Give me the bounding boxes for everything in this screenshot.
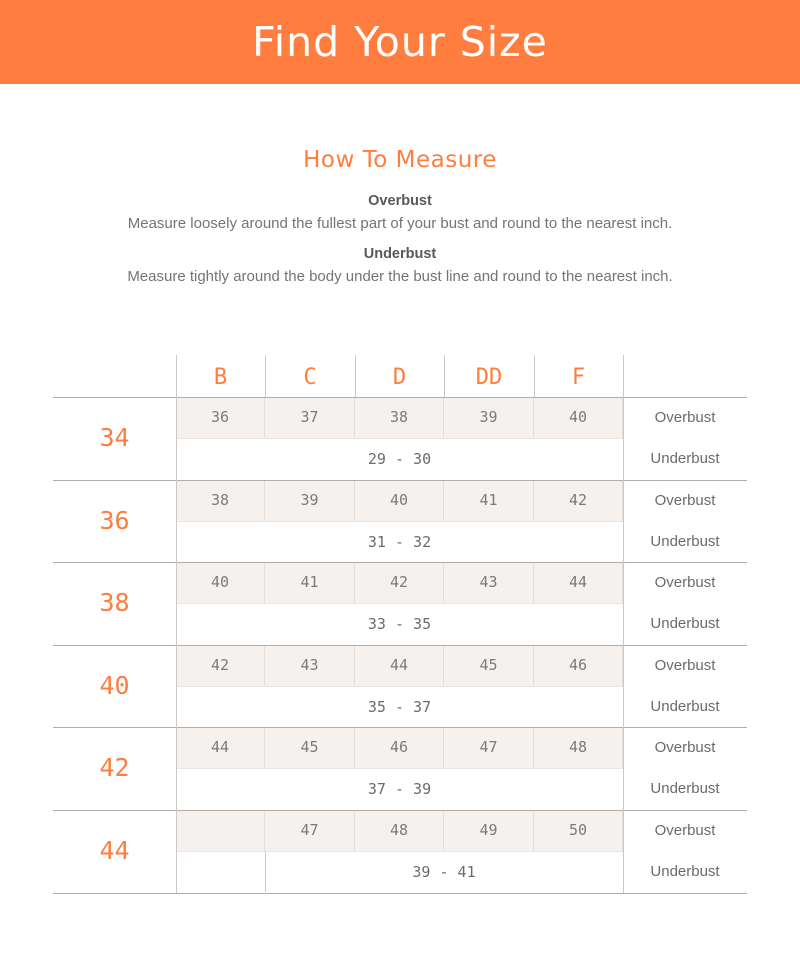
overbust-cell: 44 [355,646,444,686]
row-divider [176,686,623,687]
band-separator [53,727,747,728]
overbust-cell: 42 [534,481,623,521]
overbust-cell: 44 [176,728,265,768]
overbust-description: Measure loosely around the fullest part of your bust and round to the nearest inch. [127,215,673,232]
header-banner [0,0,800,84]
how-to-measure-section [0,140,800,287]
underbust-range: 39 - 41 [265,852,623,892]
overbust-cell: 50 [534,811,623,851]
overbust-cell: 40 [355,481,444,521]
band-separator [53,397,747,398]
overbust-cell: 41 [265,563,355,603]
row-divider [176,438,623,439]
size-chart-table [53,355,747,893]
underbust-row-label: Underbust [650,615,720,633]
cup-header-b: B [213,365,228,390]
cup-header-f: F [571,365,586,390]
column-divider [265,851,266,892]
table-divider [176,355,177,893]
underbust-description: Measure tightly around the body under the bust line and round to the nearest inch. [127,268,673,285]
overbust-cell: 40 [534,398,623,438]
overbust-row-label: Overbust [654,409,716,426]
row-divider [176,768,623,769]
overbust-cell: 39 [444,398,534,438]
header-divider [444,355,445,397]
overbust-cell: 37 [265,398,355,438]
underbust-range: 33 - 35 [176,604,623,644]
band-size-34: 34 [99,423,130,452]
overbust-label: Overbust [368,193,432,209]
overbust-cell [176,811,265,851]
overbust-cell: 45 [444,646,534,686]
overbust-cell: 41 [444,481,534,521]
measure-title: How To Measure [303,147,497,173]
underbust-row-label: Underbust [650,450,720,467]
overbust-row-label: Overbust [654,574,716,592]
underbust-range: 29 - 30 [176,439,623,479]
cup-header-c: C [303,365,317,390]
header-divider [534,355,535,397]
row-divider [176,521,623,522]
overbust-cell: 38 [355,398,444,438]
overbust-row-label: Overbust [654,822,716,839]
band-size-42: 42 [99,753,130,783]
overbust-cell: 49 [444,811,534,851]
overbust-row-label: Overbust [654,739,716,757]
overbust-cell: 42 [176,646,265,686]
table-divider [623,355,624,893]
overbust-cell: 46 [534,646,623,686]
underbust-row-label: Underbust [650,780,720,798]
header-divider [265,355,266,397]
underbust-row-label: Underbust [650,532,720,550]
band-size-44: 44 [99,836,130,865]
band-separator [53,480,747,481]
overbust-cell: 39 [265,481,355,521]
header-divider [355,355,356,397]
band-size-40: 40 [99,670,130,700]
page-title: Find Your Size [252,18,548,66]
overbust-cell: 44 [534,563,623,603]
overbust-cell: 47 [265,811,355,851]
underbust-row-label: Underbust [650,863,720,880]
row-divider [176,851,623,852]
band-separator [53,810,747,811]
underbust-label: Underbust [363,246,437,262]
underbust-range: 31 - 32 [176,522,623,562]
band-size-36: 36 [99,505,130,535]
underbust-row-label: Underbust [650,697,720,715]
band-size-38: 38 [99,588,130,618]
overbust-cell: 48 [534,728,623,768]
overbust-cell: 42 [355,563,444,603]
underbust-range: 35 - 37 [176,687,623,727]
overbust-cell: 46 [355,728,444,768]
row-divider [176,603,623,604]
cup-header-dd: DD [475,365,503,390]
overbust-cell: 48 [355,811,444,851]
band-separator [53,893,747,894]
overbust-cell: 43 [265,646,355,686]
overbust-cell: 47 [444,728,534,768]
overbust-row-label: Overbust [654,656,716,674]
overbust-cell: 40 [176,563,265,603]
cup-header-d: D [392,365,407,390]
underbust-range: 37 - 39 [176,769,623,809]
band-separator [53,562,747,563]
band-separator [53,645,747,646]
overbust-cell: 45 [265,728,355,768]
overbust-row-label: Overbust [654,491,716,509]
overbust-cell: 38 [176,481,265,521]
overbust-cell: 43 [444,563,534,603]
overbust-cell: 36 [176,398,265,438]
